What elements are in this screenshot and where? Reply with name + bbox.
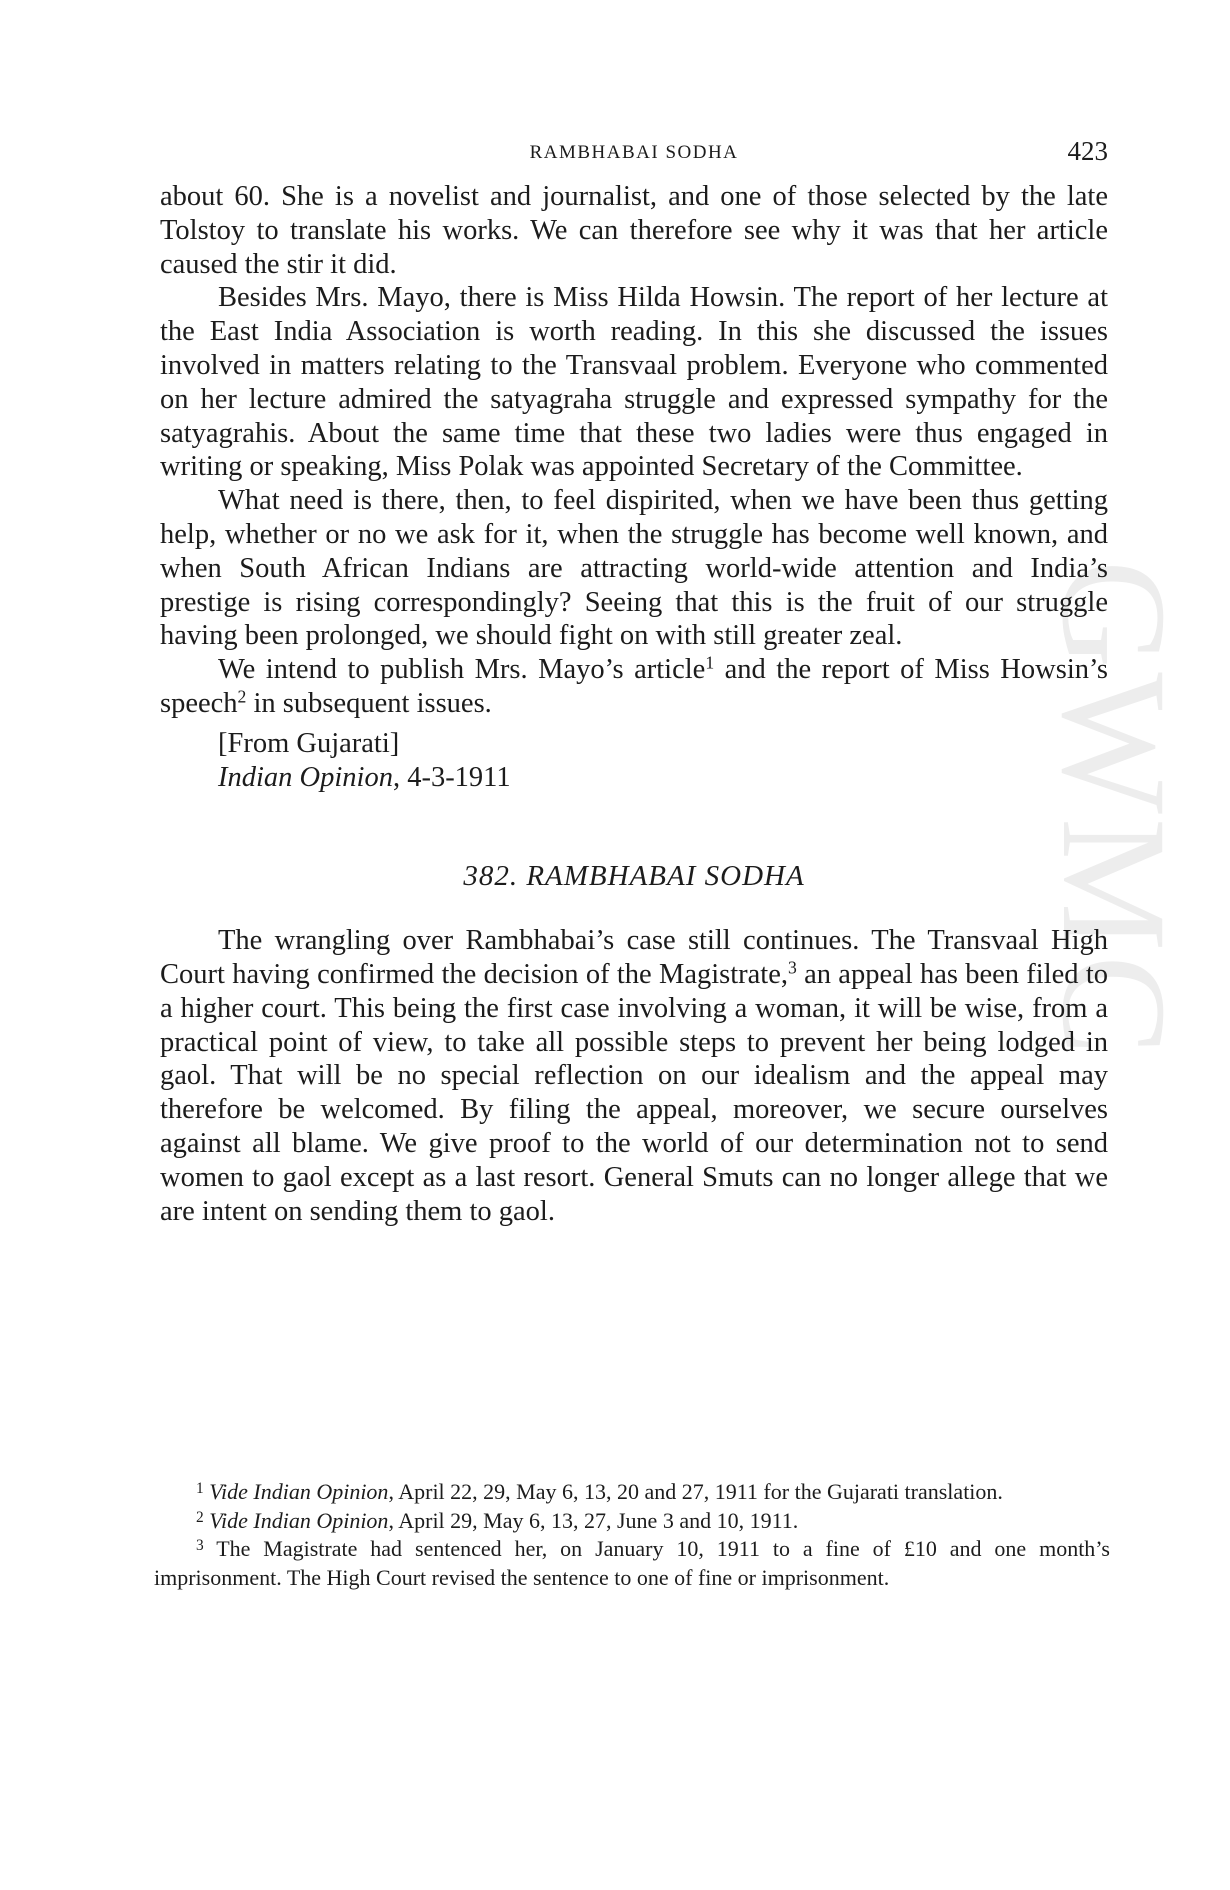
paragraph-text: and the report of Miss Howsin’s speech — [160, 654, 1108, 719]
paragraph: What need is there, then, to feel dispirited, when we have been thus getting help, whether or no we ask for it, when the struggle has become well known, and when South African Indians are attracting world-wide attention and India’s prestige is rising correspondingly? Seeing that this is the fruit of our struggle having been prolonged, we should fight on with still greater zeal. — [160, 485, 1108, 652]
publication-date: , 4-3-1911 — [392, 761, 511, 793]
footnote — [154, 1478, 1110, 1507]
section-title: 382. RAMBHABAI SODHA — [463, 860, 805, 893]
footnote-italic: Vide Indian Opinion — [209, 1507, 389, 1533]
source-citation — [160, 727, 1108, 795]
running-title: RAMBHABAI SODHA — [529, 142, 739, 163]
paragraph — [160, 924, 1108, 1228]
footnote-ref-3: 3 — [787, 957, 797, 978]
paragraph-text: an appeal has been filed to a higher court. This being the first case involving a woman, it will be wise, from a practical point of view, to take all possible steps to prevent her being lodged in gaol. That will be no special reflection on our idealism and the appeal may therefore be welcomed. By filing the appeal, moreover, we secure ourselves against all blame. We give proof to the world of our determination not to send women to gaol except as a last resort. General Smuts can no longer allege that we are intent on sending them to gaol. — [160, 958, 1108, 1227]
paragraph-text: We intend to publish Mrs. Mayo’s article — [218, 654, 706, 686]
watermark-text: GWMC — [1031, 560, 1197, 1060]
footnote-text: The Magistrate had sentenced her, on January 10, 1911 to a fine of £10 and one month’s imprisonment. The High Court revised the sentence to one of fine or imprisonment. — [154, 1536, 1110, 1590]
footnote-text: , April 29, May 6, 13, 27, June 3 and 10, 1911. — [388, 1507, 799, 1533]
footnote-ref-1: 1 — [705, 652, 715, 673]
paragraph-text: The wrangling over Rambhabai’s case still continues. The Transvaal High Court having confirmed the decision of the Magistrate, — [160, 925, 1108, 990]
footnote-ref-2: 2 — [237, 686, 247, 707]
source-language: [From Gujarati] — [218, 727, 400, 759]
publication-line — [160, 761, 1108, 795]
page-number: 423 — [1067, 136, 1108, 166]
paragraph-text: in subsequent issues. — [246, 687, 492, 719]
footnote-text: , April 22, 29, May 6, 13, 20 and 27, 1911 for the Gujarati translation. — [388, 1479, 1003, 1504]
footnotes — [154, 1478, 1110, 1592]
footnote-number: 1 — [196, 1479, 204, 1497]
footnote — [154, 1535, 1110, 1592]
footnote-number: 3 — [196, 1537, 204, 1555]
footnote-italic: Vide Indian Opinion — [209, 1479, 389, 1504]
paragraph — [160, 653, 1108, 721]
running-header — [160, 136, 1108, 172]
paragraph-continued: about 60. She is a novelist and journalist, and one of those selected by the late Tolstoy to translate his works. We can therefore see why it was that her article caused the stir it did. — [160, 181, 1108, 280]
paragraph: Besides Mrs. Mayo, there is Miss Hilda Howsin. The report of her lecture at the East India Association is worth reading. In this she discussed the issues involved in matters relating to the Transvaal problem. Everyone who commented on her lecture admired the satyagraha struggle and expressed sympathy for the satyagrahis. About the same time that these two ladies were thus engaged in writing or speaking, Miss Polak was appointed Secretary of the Committee. — [160, 282, 1108, 483]
footnote-number: 2 — [196, 1508, 204, 1526]
footnote — [154, 1507, 1110, 1536]
publication-title: Indian Opinion — [218, 761, 393, 793]
body-text — [160, 180, 1108, 1228]
